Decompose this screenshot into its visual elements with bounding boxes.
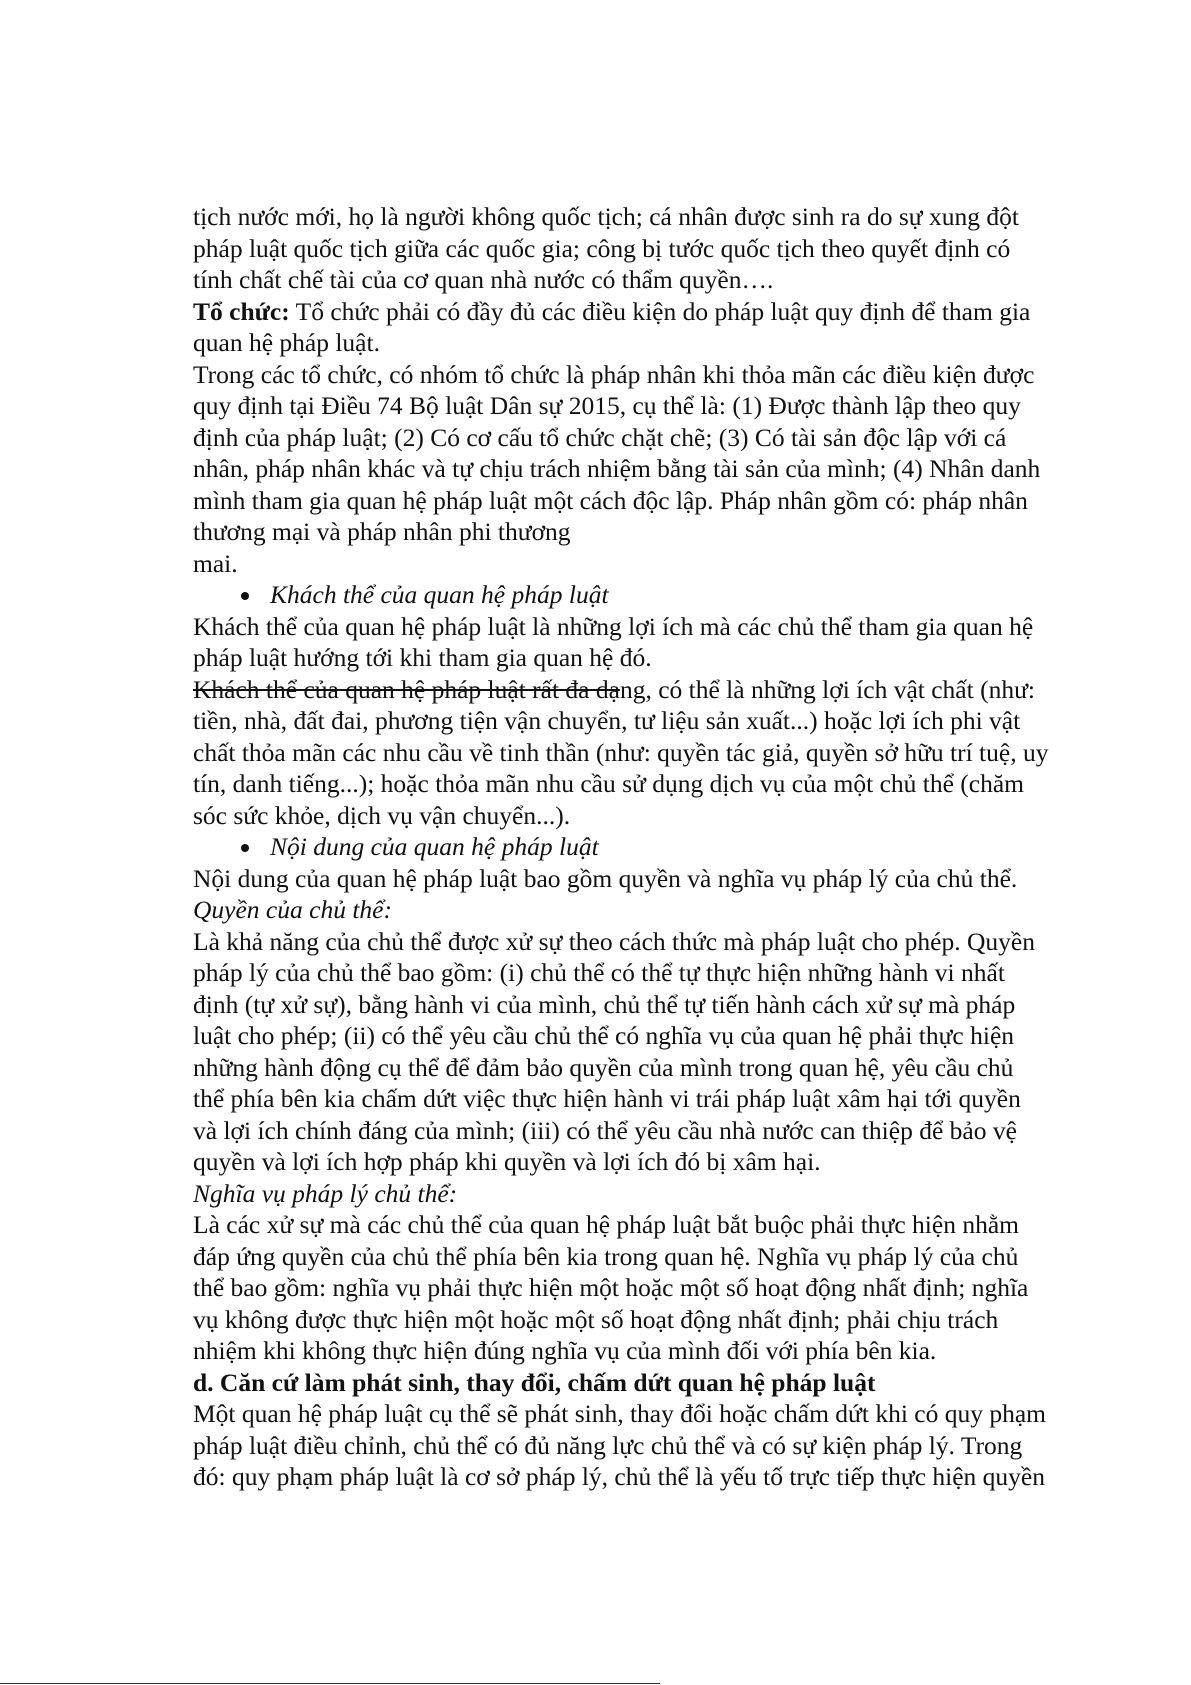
paragraph-line: pháp lý của chủ thể bao gồm: (i) chủ thể có thể tự thực hiện những hành vi nhất	[193, 958, 1005, 987]
paragraph-line: quy định tại Điều 74 Bộ luật Dân sự 2015, cụ thể là: (1) Được thành lập theo quy	[193, 391, 1021, 420]
paragraph-line: chất thỏa mãn các nhu cầu về tinh thần (như: quyền tác giả, quyền sở hữu trí tuệ, uy	[193, 737, 1049, 767]
subheading-obligations: Nghĩa vụ pháp lý chủ thể:	[193, 1178, 458, 1208]
paragraph-line: tịch nước mới, họ là người không quốc tịch; cá nhân được sinh ra do sự xung đột	[193, 202, 1019, 231]
paragraph-line: và lợi ích chính đáng của mình; (iii) có thể yêu cầu nhà nước can thiệp để bảo vệ	[193, 1115, 1017, 1145]
bullet-heading: Khách thể của quan hệ pháp luật	[270, 580, 609, 609]
paragraph-line: đáp ứng quyền của chủ thể phía bên kia trong quan hệ. Nghĩa vụ pháp lý của chủ	[193, 1241, 1019, 1271]
paragraph-line: pháp luật quốc tịch giữa các quốc gia; công bị tước quốc tịch theo quyết định có	[193, 233, 1011, 263]
organization-paragraph-line	[193, 296, 1123, 328]
paragraph-line: luật cho phép; (ii) có thể yêu cầu chủ thể có nghĩa vụ của quan hệ phải thực hiện	[193, 1021, 1015, 1050]
paragraph-line: Là khả năng của chủ thể được xử sự theo cách thức mà pháp luật cho phép. Quyền	[193, 926, 1035, 956]
paragraph-line: quan hệ pháp luật.	[193, 328, 380, 357]
paragraph-line: tính chất chế tài của cơ quan nhà nước có thẩm quyền….	[193, 265, 774, 294]
paragraph-line: Trong các tổ chức, có nhóm tổ chức là pháp nhân khi thỏa mãn các điều kiện được	[193, 359, 1035, 389]
paragraph-line: sóc sức khỏe, dịch vụ vận chuyển...).	[193, 800, 571, 830]
paragraph-line: đó: quy phạm pháp luật là cơ sở pháp lý, chủ thể là yếu tố trực tiếp thực hiện quyền	[193, 1462, 1045, 1491]
subheading-rights: Quyền của chủ thể:	[193, 895, 392, 924]
bullet-item-object	[193, 579, 1123, 611]
footer-divider	[0, 1683, 660, 1684]
organization-text: Tổ chức phải có đầy đủ các điều kiện do pháp luật quy định để tham gia	[289, 296, 1031, 326]
paragraph-line: định (tự xử sự), bằng hành vi của mình, chủ thể tự tiến hành cách xử sự mà pháp	[193, 989, 1016, 1019]
section-heading: d. Căn cứ làm phát sinh, thay đổi, chấm dứt quan hệ pháp luật	[193, 1367, 876, 1397]
paragraph-line: Là các xử sự mà các chủ thể của quan hệ pháp luật bắt buộc phải thực hiện nhằm	[193, 1210, 1019, 1239]
paragraph-line: thể phía bên kia chấm dứt việc thực hiện hành vi trái pháp luật xâm hại tới quyền	[193, 1084, 1021, 1113]
paragraph-line: nhân, pháp nhân khác và tự chịu trách nhiệm bằng tài sản của mình; (4) Nhân danh	[193, 454, 1041, 483]
bullet-dot-icon	[241, 592, 249, 600]
paragraph-line: mình tham gia quan hệ pháp luật một cách độc lập. Pháp nhân gồm có: pháp nhân	[193, 485, 1028, 515]
bullet-item-content	[193, 831, 1123, 863]
paragraph-line: những hành động cụ thể để đảm bảo quyền của mình trong quan hệ, yêu cầu chủ	[193, 1052, 1014, 1082]
paragraph-line: tiền, nhà, đất đai, phương tiện vận chuyển, tư liệu sản xuất...) hoặc lợi ích phi vật	[193, 706, 1021, 735]
paragraph-line: mai.	[193, 548, 238, 578]
paragraph-line: vụ không được thực hiện một hoặc một số hoạt động nhất định; phải chịu trách	[193, 1304, 999, 1334]
paragraph-line: tín, danh tiếng...); hoặc thỏa mãn nhu cầu sử dụng dịch vụ của một chủ thể (chăm	[193, 769, 1025, 798]
paragraph-line: quyền và lợi ích hợp pháp khi quyền và lợi ích đó bị xâm hại.	[193, 1147, 821, 1176]
paragraph-line: nhiệm khi không thực hiện đúng nghĩa vụ của mình đối với phía bên kia.	[193, 1336, 937, 1365]
paragraph-text: ng, có thể là những lợi ích vật chất (như:	[619, 674, 1035, 704]
paragraph-line: pháp luật hướng tới khi tham gia quan hệ đó.	[193, 643, 652, 672]
document-body	[193, 201, 1123, 1493]
organization-label: Tổ chức:	[193, 296, 290, 326]
paragraph-line: thương mại và pháp nhân phi thương	[193, 517, 571, 546]
strikethrough-text: Khách thể của quan hệ pháp luật rất đa dạ	[193, 674, 620, 704]
bullet-heading: Nội dung của quan hệ pháp luật	[270, 832, 599, 861]
paragraph-line: Một quan hệ pháp luật cụ thể sẽ phát sinh, thay đổi hoặc chấm dứt khi có quy phạm	[193, 1399, 1047, 1428]
paragraph-line-strikethrough	[193, 674, 1123, 706]
paragraph-line: pháp luật điều chỉnh, chủ thể có đủ năng lực chủ thể và có sự kiện pháp lý. Trong	[193, 1430, 1023, 1460]
paragraph-line: thể bao gồm: nghĩa vụ phải thực hiện một hoặc một số hoạt động nhất định; nghĩa	[193, 1273, 1029, 1302]
paragraph-line: Nội dung của quan hệ pháp luật bao gồm quyền và nghĩa vụ pháp lý của chủ thể.	[193, 863, 1018, 893]
bullet-dot-icon	[241, 844, 249, 852]
paragraph-line: định của pháp luật; (2) Có cơ cấu tổ chức chặt chẽ; (3) Có tài sản độc lập với cá	[193, 422, 1007, 452]
paragraph-line: Khách thể của quan hệ pháp luật là những lợi ích mà các chủ thể tham gia quan hệ	[193, 611, 1034, 641]
